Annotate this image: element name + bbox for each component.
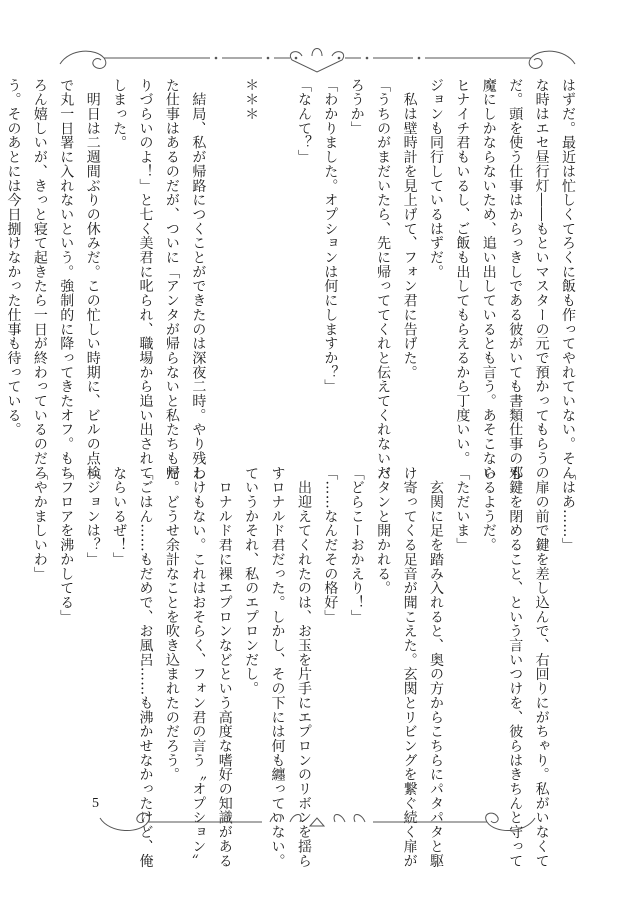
text-line [264, 78, 290, 458]
text-line: ろん嬉しいが、きっと寝て起きたら一日が終わっているのだろ [31, 78, 48, 480]
text-line: 「うちのがまだいたら、先に帰っててくれと伝えてくれないだ [375, 78, 392, 480]
text-line: 扉の前で鍵を差し込んで、右回りにがちゃり。私がいなくて [533, 466, 550, 868]
page-number: 5 [92, 796, 99, 811]
text-line: わけもない。これはおそらく、フォン君の言う〝オプション〟 [190, 466, 207, 868]
text-line: 「……なんだその格好」 [322, 466, 339, 624]
text-line: はずだ。最近は忙しくてろくに飯も作ってやれていない。そん [560, 78, 576, 480]
text-line: 「やかましいわ」 [31, 466, 48, 581]
text-line: 結局、私が帰路につくことができたのは深夜二時。やり残し [190, 78, 207, 480]
text-line: 明日は二週間ぶりの休みだ。この忙しい時期に、ビルの点検 [84, 78, 101, 480]
text-line: 私は壁時計を見上げて、フォン君に告げた。 [401, 78, 418, 380]
text-line: ジョンも同行しているはずだ。 [427, 78, 444, 279]
text-line: 玄関に足を踏み入れると、奥の方からこちらにパタパタと駆 [427, 466, 444, 868]
text-line: も鍵を閉めること、という言いつけを、彼らはきちんと守って [507, 466, 524, 868]
text-line: 「ごはん……もだめで、お風呂……も沸かせなかったけど、俺 [137, 466, 154, 868]
text-line: け寄ってくる足音が聞こえた。玄関とリビングを繋ぐ続く扉が [401, 466, 418, 868]
text-line [211, 78, 237, 458]
text-line: 出迎えてくれたのは、お玉を片手にエプロンのリボンを揺ら [295, 466, 312, 868]
text-line: だ。どうせ余計なことを吹き込まれたのだろう。 [163, 466, 180, 782]
text-line: 「どらこーおかえり！」 [348, 466, 365, 624]
text-line: パタンと開かれる。 [375, 466, 392, 596]
text-line: で丸一日署に入れないという。強制的に降ってきたオフ。もち [58, 78, 75, 480]
text-line: いるようだ。 [480, 466, 497, 553]
bottom-ornament [0, 800, 635, 844]
text-line: ていうかそれ、私のエプロンだし。 [243, 466, 260, 696]
text-line: う。そのあとには今日捌けなかった仕事も待っている。 [5, 78, 22, 437]
text-line: 魔にしかならないため、追い出しているとも言う。あそこなら [480, 78, 497, 480]
text-line: だ。頭を使う仕事はからっきしである彼がいても書類仕事の邪 [507, 78, 524, 480]
text-block-top [5, 78, 581, 480]
text-line: 「フロアを沸かしてる」 [58, 466, 75, 624]
text-line: 「ジョンは？」 [84, 466, 101, 567]
text-line: すロナルド君だった。しかし、その下には何も纏っていない。 [269, 466, 286, 868]
text-line: ロナルド君に裸エプロンなどという高度な嗜好の知識がある [216, 466, 233, 868]
text-block-bottom [31, 466, 581, 868]
text-line: 「わかりました。オプションは何にしますか？」 [322, 78, 339, 394]
text-line: 「なんて？」 [295, 78, 312, 165]
text-line: ならいるぜ！」 [111, 466, 128, 567]
text-line: しまった。 [111, 78, 128, 150]
text-line: りづらいのよ！」と七く美君に叱られ、職場から追い出されて [137, 78, 154, 480]
text-line: ろうか」 [348, 78, 365, 136]
text-line: た仕事はあるのだが、ついに「アンタが帰らないと私たちも帰 [163, 78, 180, 480]
text-line: な時はエセ昼行灯――もといマスターの元で預かってもらうの [533, 78, 550, 480]
top-ornament [0, 34, 635, 78]
text-line: 「ただいま」 [454, 466, 471, 553]
text-line: 「はあ……」 [560, 466, 576, 553]
text-line: ヒナイチ君もいるし、ご飯も出してもらえるから丁度いい。 [454, 78, 471, 466]
text-line: ＊＊＊ [243, 78, 260, 122]
